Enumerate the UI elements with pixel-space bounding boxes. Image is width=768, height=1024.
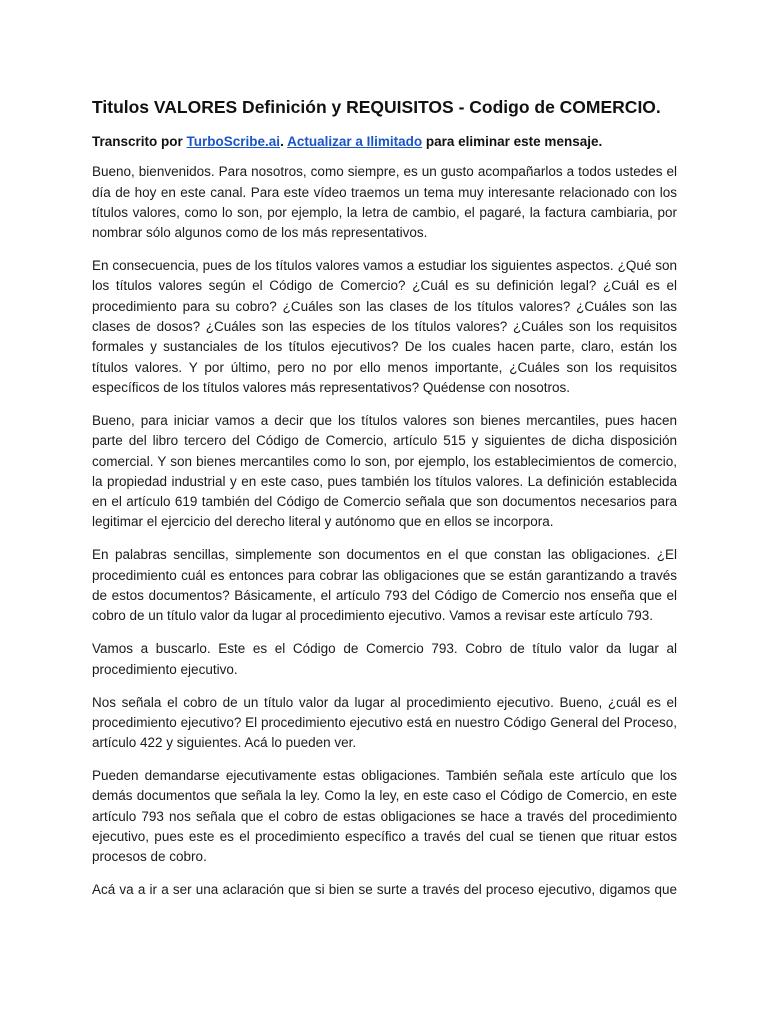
transcript-paragraph: En consecuencia, pues de los títulos valores vamos a estudiar los siguientes aspectos. ¿Qué son los títulos valores según el Código de Comercio? ¿Cuál es su definición legal? ¿Cuál es el procedimiento para su cobro? ¿Cuáles son las clases de los títulos valores? ¿Cuáles son las clases de dosos? ¿Cuáles son las especies de los títulos valores? ¿Cuáles son los requisitos formales y sustanciales de los títulos ejecutivos? De los cuales hacen parte, claro, están los títulos valores. Y por último, pero no por ello menos importante, ¿Cuáles son los requisitos específicos de los títulos valores más representativos? Quédense con nosotros. xyxy=(92,258,677,395)
transcript-paragraph: Nos señala el cobro de un título valor da lugar al procedimiento ejecutivo. Bueno, ¿cuál es el procedimiento ejecutivo? El procedimiento ejecutivo está en nuestro Código General del Proceso, artículo 422 y siguientes. Acá lo pueden ver. xyxy=(92,694,677,751)
transcript-paragraph: En palabras sencillas, simplemente son documentos en el que constan las obligaciones. ¿El procedimiento cuál es entonces para cobrar las obligaciones que se están garantizando a través de estos documentos? Básicamente, el artículo 793 del Código de Comercio nos enseña que el cobro de un título valor da lugar al procedimiento ejecutivo. Vamos a revisar este artículo 793. xyxy=(92,547,677,624)
transcript-paragraph: Pueden demandarse ejecutivamente estas obligaciones. También señala este artículo que los demás documentos que señala la ley. Como la ley, en este caso el Código de Comercio, en este artículo 793 nos señala que el cobro de estas obligaciones se hace a través del procedimiento ejecutivo, pues este es el procedimiento específico a través del cual se tienen que rituar estos procesos de cobro. xyxy=(92,768,677,865)
notice-separator: . xyxy=(280,134,288,149)
notice-suffix: para eliminar este mensaje. xyxy=(422,134,603,149)
turboscribe-link[interactable]: TurboScribe.ai xyxy=(186,134,281,149)
transcript-paragraph: Bueno, para iniciar vamos a decir que los títulos valores son bienes mercantiles, pues hacen parte del libro tercero del Código de Comercio, artículo 515 y siguientes de dicha disposición comercial. Y son bienes mercantiles como lo son, por ejemplo, los establecimientos de comercio, la propiedad industrial y en este caso, pues también los títulos valores. La definición establecida en el artículo 619 también del Código de Comercio señala que son documentos necesarios para legitimar el ejercicio del derecho literal y autónomo que en ellos se incorpora. xyxy=(92,412,677,530)
transcript-paragraph-continued: Acá va a ir a ser una aclaración que si bien se surte a través del proceso ejecutivo, digamos que xyxy=(92,882,677,898)
transcript-paragraph: Bueno, bienvenidos. Para nosotros, como siempre, es un gusto acompañarlos a todos ustedes el día de hoy en este canal. Para este vídeo traemos un tema muy interesante relacionado con los títulos valores, como lo son, por ejemplo, la letra de cambio, el pagaré, la factura cambiaria, por nombrar sólo algunos como de los más representativos. xyxy=(92,164,677,241)
transcript-paragraph: Vamos a buscarlo. Este es el Código de Comercio 793. Cobro de título valor da lugar al procedimiento ejecutivo. xyxy=(92,641,677,677)
document-title: Titulos VALORES Definición y REQUISITOS - Codigo de COMERCIO. xyxy=(92,97,661,117)
notice-prefix: Transcrito por xyxy=(92,134,187,149)
transcription-notice xyxy=(92,132,677,152)
upgrade-unlimited-link[interactable]: Actualizar a Ilimitado xyxy=(287,134,423,149)
